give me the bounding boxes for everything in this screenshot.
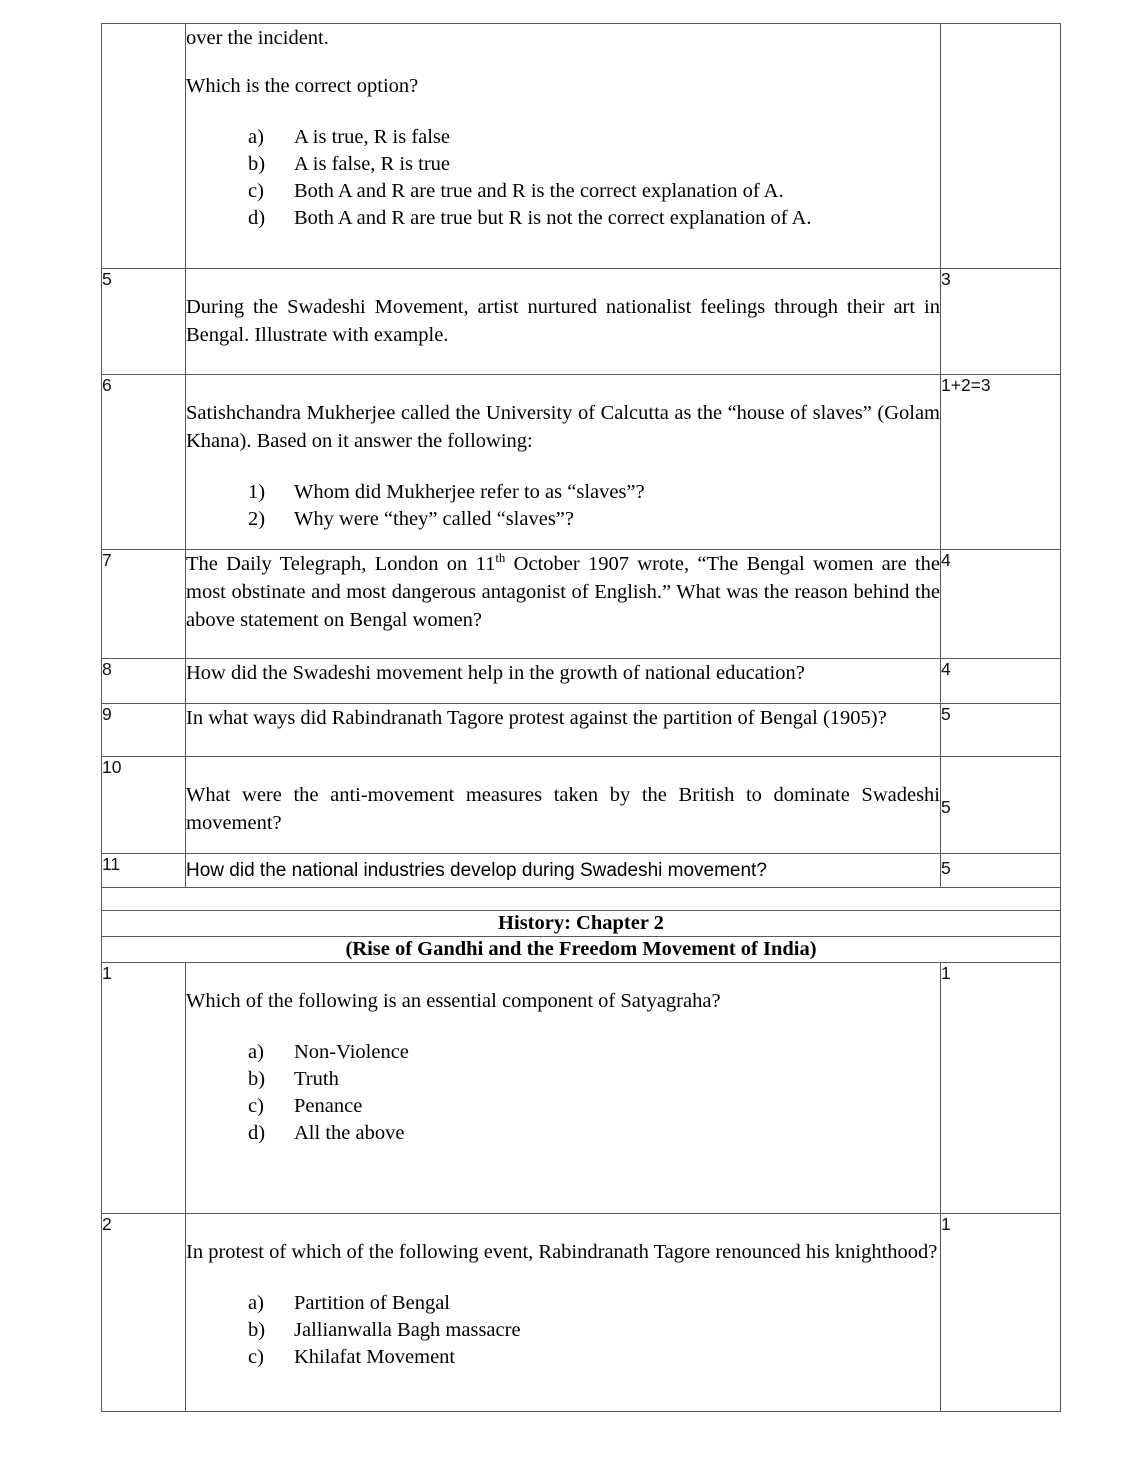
option-label: Truth — [294, 1067, 339, 1090]
table-row — [102, 757, 1061, 854]
marks-cell: 4 — [941, 549, 1061, 658]
question-body-cell — [186, 24, 941, 269]
question-text — [186, 550, 940, 634]
option-list — [186, 124, 940, 232]
question-text-after-sup: October 1907 wrote, “The Bengal women are the most obstinate and most dangerous antagonist of English.” What was the reason behind the above statement on Bengal women? — [186, 552, 941, 631]
question-number-cell: 11 — [102, 854, 186, 888]
question-text: In what ways did Rabindranath Tagore protest against the partition of Bengal (1905)? — [186, 707, 887, 730]
question-body-cell — [186, 549, 941, 658]
option-label: Jallianwalla Bagh massacre — [294, 1318, 521, 1341]
list-item — [248, 205, 940, 232]
option-label: Whom did Mukherjee refer to as “slaves”? — [294, 480, 645, 503]
question-number-cell: 8 — [102, 658, 186, 703]
spacer — [186, 455, 940, 479]
list-item — [248, 1344, 940, 1371]
option-label: Non-Violence — [294, 1040, 409, 1063]
list-item — [248, 479, 940, 506]
option-marker: 1) — [248, 480, 266, 503]
option-marker: b) — [248, 1318, 266, 1341]
option-list — [186, 479, 940, 533]
spacer — [186, 350, 940, 374]
option-label: Khilafat Movement — [294, 1345, 456, 1368]
chapter-title-row — [102, 911, 1061, 937]
spacer — [186, 1015, 940, 1039]
spacer — [186, 1214, 940, 1238]
question-body-cell — [186, 658, 941, 703]
option-label: All the above — [294, 1121, 405, 1144]
table-row — [102, 549, 1061, 658]
list-item — [248, 506, 940, 533]
question-body-cell — [186, 757, 941, 854]
question-prompt: Which is the correct option? — [186, 75, 419, 98]
option-list — [186, 1039, 940, 1147]
list-item — [248, 178, 940, 205]
spacer — [186, 375, 940, 399]
option-marker: b) — [248, 153, 266, 176]
spacer — [186, 757, 940, 781]
option-label: A is true, R is false — [294, 126, 451, 149]
list-item — [248, 1317, 940, 1344]
marks-cell: 1 — [941, 1213, 1061, 1411]
question-body-cell — [186, 962, 941, 1213]
marks-cell — [941, 24, 1061, 269]
option-label: Partition of Bengal — [294, 1291, 451, 1314]
option-marker: b) — [248, 1067, 266, 1090]
question-text: How did the Swadeshi movement help in the growth of national education? — [186, 661, 805, 684]
question-number-cell: 5 — [102, 269, 186, 374]
marks-cell: 4 — [941, 658, 1061, 703]
marks-cell: 1+2=3 — [941, 374, 1061, 549]
question-body-cell — [186, 1213, 941, 1411]
question-text: In protest of which of the following event, Rabindranath Tagore renounced his knighthood? — [186, 1240, 938, 1263]
spacer — [186, 1371, 940, 1411]
list-item — [248, 1066, 940, 1093]
question-body-cell — [186, 269, 941, 374]
question-text-before-sup: The Daily Telegraph, London on 11 — [186, 552, 496, 575]
question-number-cell: 7 — [102, 549, 186, 658]
spacer-row — [102, 888, 1061, 911]
option-label: Penance — [294, 1094, 363, 1117]
question-number-cell: 1 — [102, 962, 186, 1213]
chapter-title: History: Chapter 2 — [102, 911, 1061, 937]
question-text: Satishchandra Mukherjee called the University of Calcutta as the “house of slaves” (Golam Khana). Based on it answer the following: — [186, 401, 940, 452]
option-marker: d) — [248, 207, 266, 230]
spacer — [186, 533, 940, 549]
option-marker: a) — [248, 1291, 264, 1314]
question-number-cell: 6 — [102, 374, 186, 549]
chapter-subtitle-row — [102, 936, 1061, 962]
spacer — [186, 963, 940, 987]
list-item — [248, 1290, 940, 1317]
option-label: Why were “they” called “slaves”? — [294, 507, 575, 530]
marks-cell: 5 — [941, 704, 1061, 757]
spacer — [186, 837, 940, 853]
table-row — [102, 854, 1061, 888]
option-marker: a) — [248, 126, 264, 149]
spacer — [186, 232, 940, 268]
table-row — [102, 374, 1061, 549]
option-marker: c) — [248, 180, 264, 203]
question-body-cell — [186, 704, 941, 757]
option-marker: c) — [248, 1094, 264, 1117]
spacer-cell — [102, 888, 1061, 911]
marks-cell — [941, 757, 1061, 854]
option-label: A is false, R is true — [294, 153, 451, 176]
table-row — [102, 1213, 1061, 1411]
question-body-cell — [186, 374, 941, 549]
list-item — [248, 151, 940, 178]
question-number-cell: 10 — [102, 757, 186, 854]
table-row — [102, 704, 1061, 757]
spacer — [186, 1266, 940, 1290]
question-number-cell — [102, 24, 186, 269]
list-item — [248, 124, 940, 151]
spacer — [186, 687, 940, 703]
question-body-cell — [186, 854, 941, 888]
question-number-cell: 2 — [102, 1213, 186, 1411]
question-text: Which of the following is an essential component of Satyagraha? — [186, 989, 721, 1012]
option-marker: d) — [248, 1121, 266, 1144]
option-label: Both A and R are true but R is not the correct explanation of A. — [294, 207, 812, 230]
marks-cell: 1 — [941, 962, 1061, 1213]
spacer — [186, 269, 940, 293]
marks-cell: 3 — [941, 269, 1061, 374]
spacer — [186, 100, 940, 124]
question-text: over the incident. — [186, 27, 329, 49]
option-label: Both A and R are true and R is the correct explanation of A. — [294, 180, 784, 203]
option-marker: a) — [248, 1040, 264, 1063]
question-text: What were the anti-movement measures taken by the British to dominate Swadeshi movement? — [186, 784, 940, 835]
spacer — [186, 1147, 940, 1213]
marks-cell: 5 — [941, 854, 1061, 888]
table-row — [102, 24, 1061, 269]
table-row — [102, 269, 1061, 374]
table-row — [102, 962, 1061, 1213]
marks-value: 5 — [941, 797, 951, 818]
spacer — [186, 634, 940, 658]
ordinal-suffix: th — [495, 549, 506, 565]
list-item — [248, 1093, 940, 1120]
option-list — [186, 1290, 940, 1371]
question-text: During the Swadeshi Movement, artist nurtured nationalist feelings through their art in Bengal. Illustrate with example. — [186, 296, 940, 347]
list-item — [248, 1039, 940, 1066]
list-item — [248, 1120, 940, 1147]
question-table — [101, 23, 1061, 1412]
table-row — [102, 658, 1061, 703]
question-text: How did the national industries develop during Swadeshi movement? — [186, 860, 767, 882]
chapter-subtitle: (Rise of Gandhi and the Freedom Movement of India) — [102, 936, 1061, 962]
option-marker: c) — [248, 1345, 264, 1368]
question-number-cell: 9 — [102, 704, 186, 757]
option-marker: 2) — [248, 507, 266, 530]
spacer — [186, 732, 940, 756]
